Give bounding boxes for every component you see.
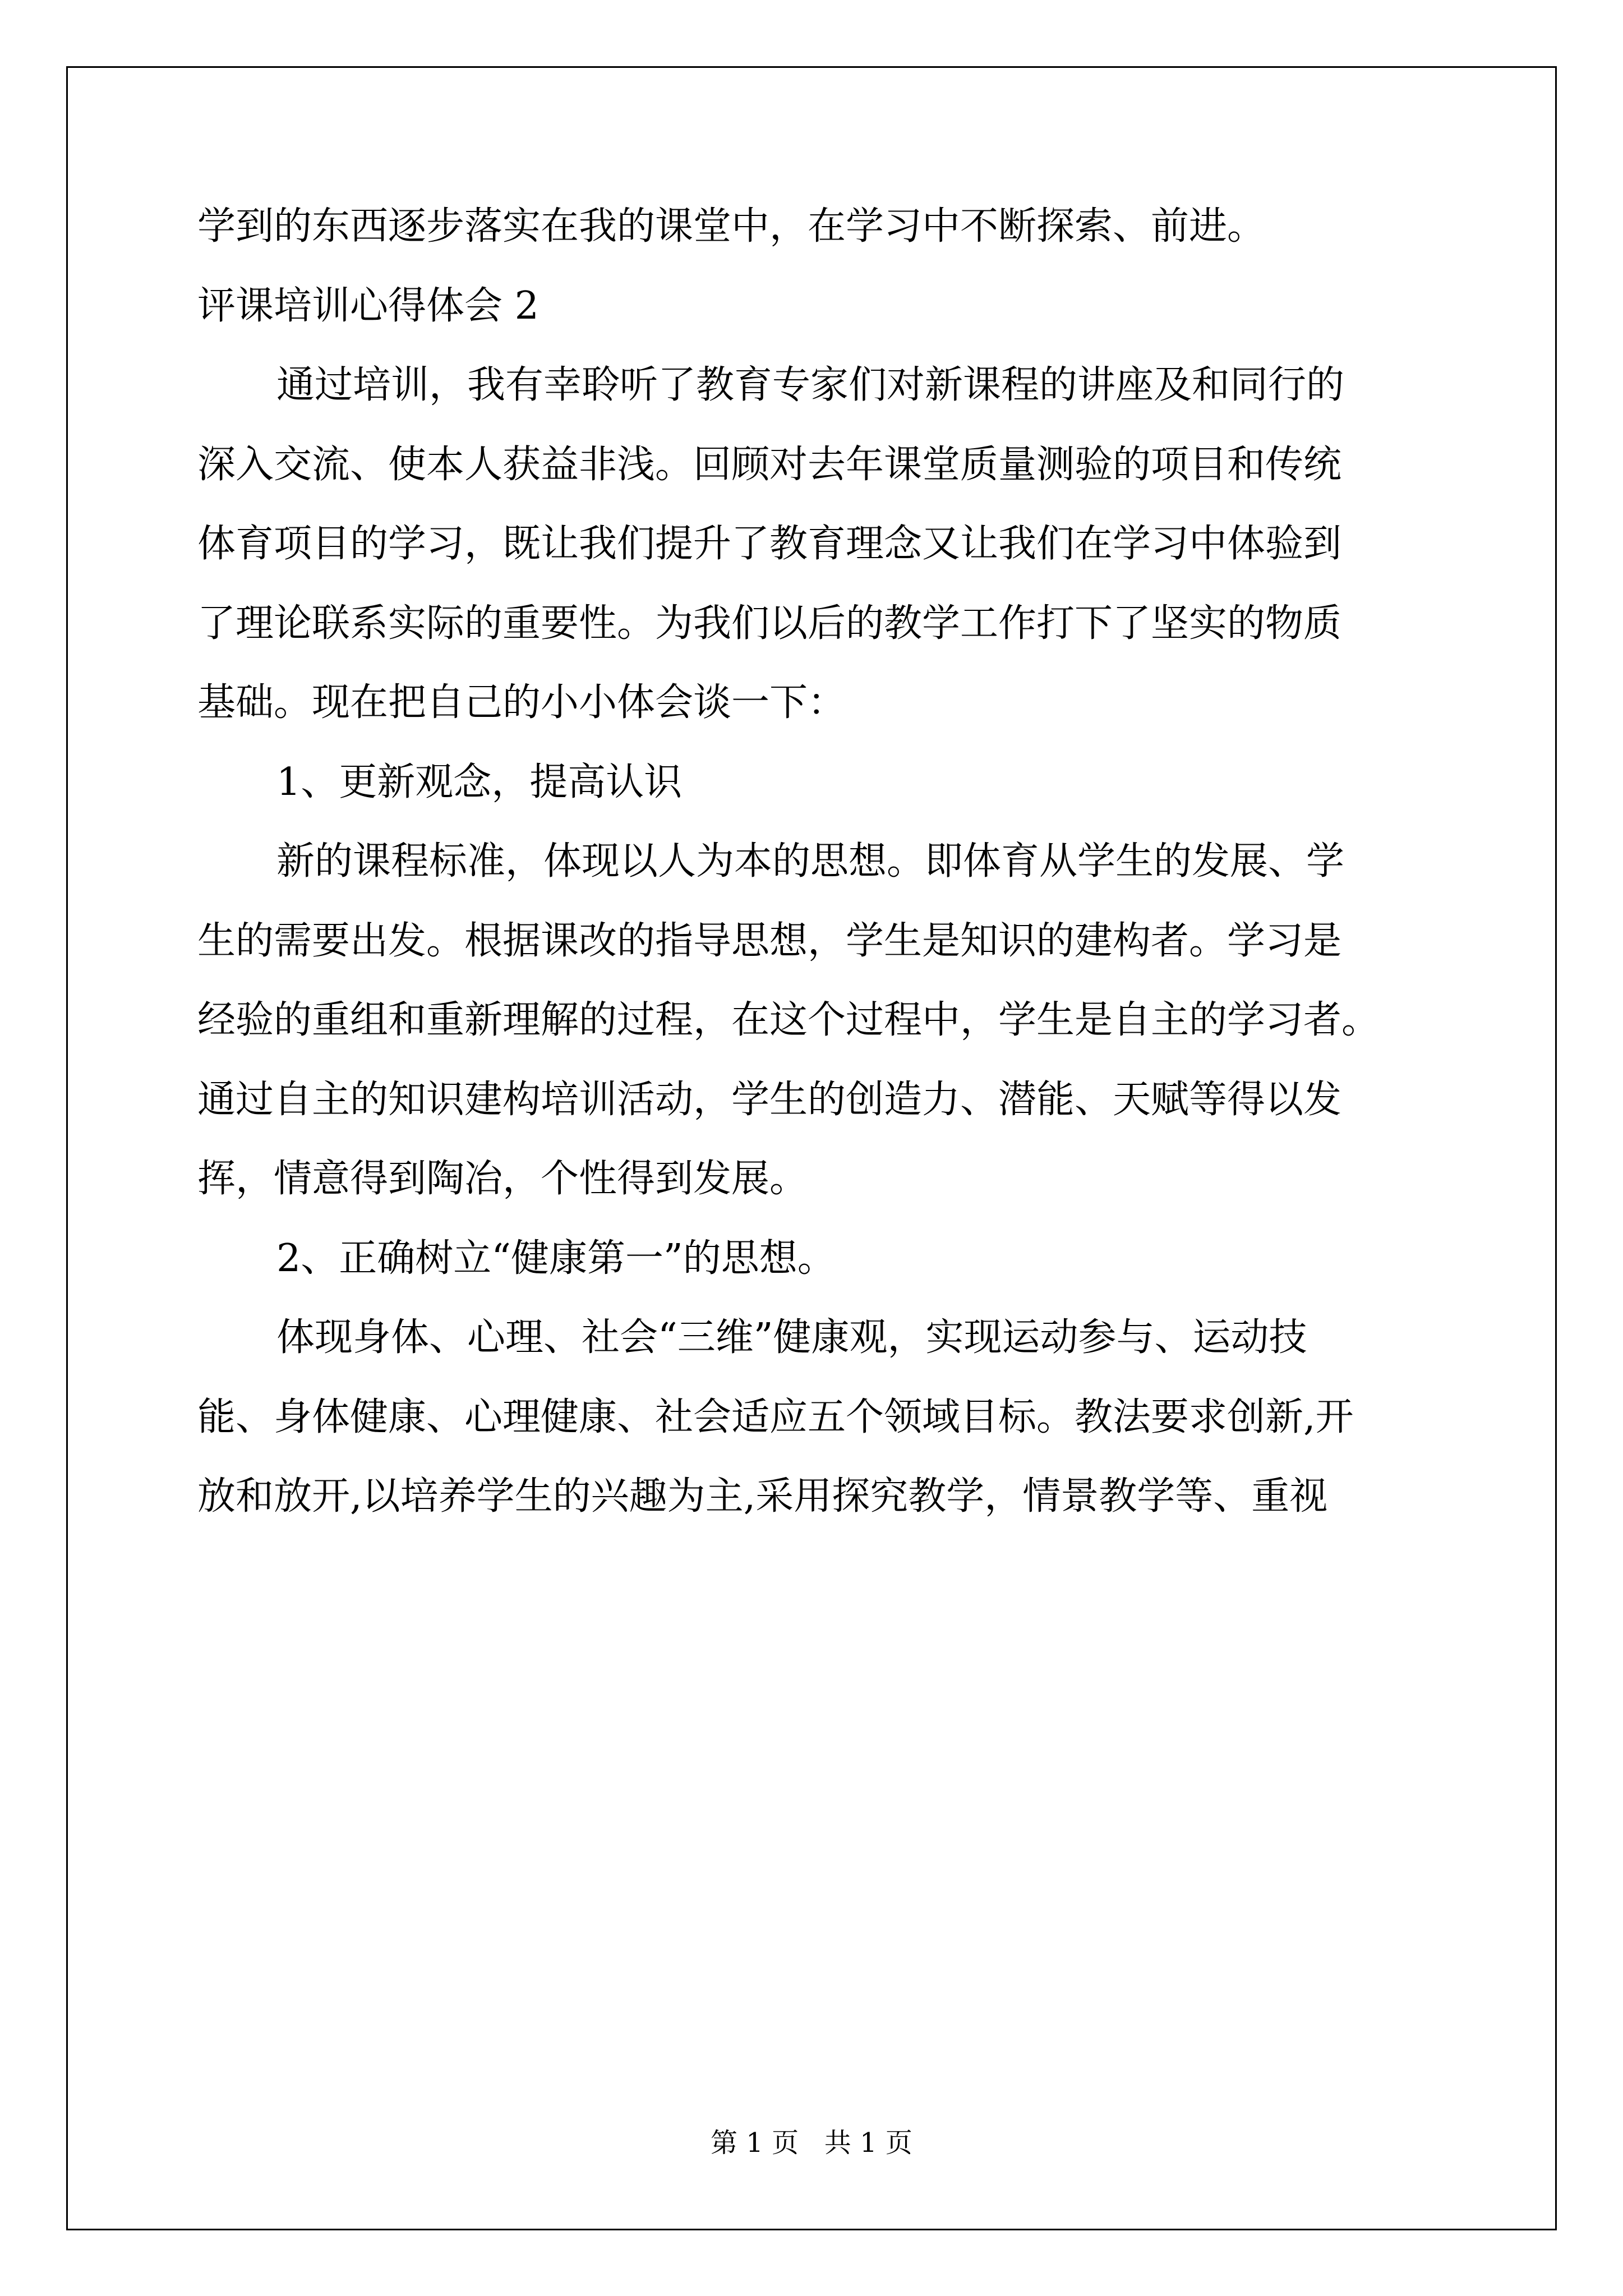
paragraph-line: 能、身体健康、心理健康、社会适应五个领域目标。教法要求创新,开: [197, 1395, 1354, 1439]
paragraph-line: 经验的重组和重新理解的过程，在这个过程中，学生是自主的学习者。: [197, 998, 1380, 1042]
paragraph-line: 通过培训，我有幸聆听了教育专家们对新课程的讲座及和同行的: [276, 363, 1345, 407]
page-footer: 第 1 页 共 1 页: [711, 2127, 912, 2159]
paragraph-line: 体育项目的学习，既让我们提升了教育理念又让我们在学习中体验到: [197, 522, 1342, 566]
paragraph-line: 新的课程标准，体现以人为本的思想。即体育从学生的发展、学: [276, 839, 1345, 884]
paragraph-line: 基础。现在把自己的小小体会谈一下：: [197, 680, 846, 725]
paragraph-line: 挥，情意得到陶冶，个性得到发展。: [197, 1157, 808, 1201]
paragraph-line: 深入交流、使本人获益非浅。回顾对去年课堂质量测验的项目和传统: [197, 442, 1342, 487]
paragraph-line: 放和放开,以培养学生的兴趣为主,采用探究教学，情景教学等、重视: [197, 1474, 1328, 1519]
subheading: 2、正确树立“健康第一”的思想。: [276, 1236, 836, 1281]
paragraph-line: 体现身体、心理、社会“三维”健康观，实现运动参与、运动技: [276, 1315, 1307, 1360]
subheading: 1、更新观念，提高认识: [276, 760, 683, 804]
paragraph-line: 学到的东西逐步落实在我的课堂中，在学习中不断探索、前进。: [197, 204, 1266, 249]
section-heading: 评课培训心得体会 2: [197, 283, 539, 328]
paragraph-line: 了理论联系实际的重要性。为我们以后的教学工作打下了坚实的物质: [197, 601, 1342, 646]
paragraph-line: 生的需要出发。根据课改的指导思想，学生是知识的建构者。学习是: [197, 918, 1342, 963]
paragraph-line: 通过自主的知识建构培训活动，学生的创造力、潜能、天赋等得以发: [197, 1077, 1342, 1122]
